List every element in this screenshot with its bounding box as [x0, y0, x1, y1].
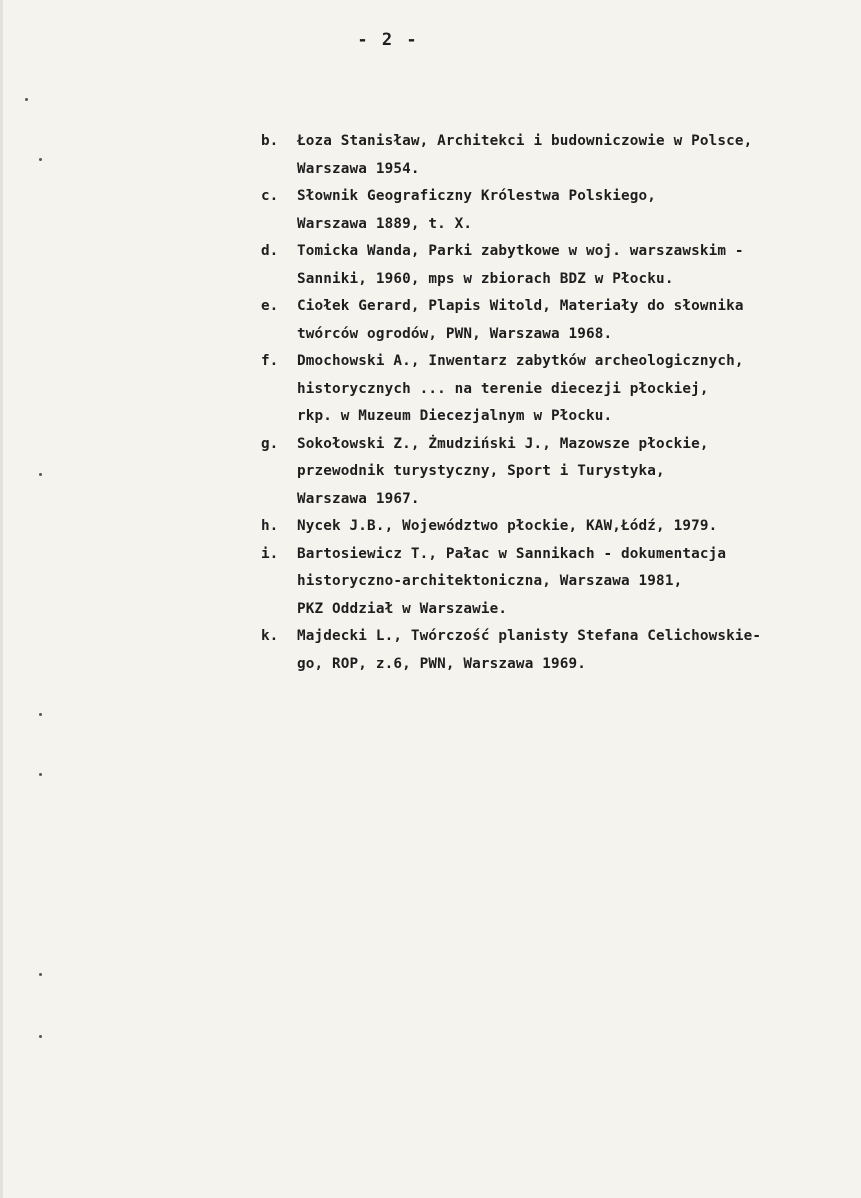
reference-line: Sanniki, 1960, mps w zbiorach BDZ w Płocku. — [297, 270, 674, 287]
reference-line: Słownik Geograficzny Królestwa Polskiego, — [297, 188, 657, 204]
reference-item — [261, 293, 861, 348]
reference-letter: k. — [261, 628, 279, 644]
reference-line: Dmochowski A., Inwentarz zabytków archeologicznych, — [297, 353, 744, 369]
reference-letter: c. — [261, 188, 279, 204]
margin-dot — [39, 973, 42, 976]
reference-line: go, ROP, z.6, PWN, Warszawa 1969. — [297, 655, 586, 672]
reference-list — [261, 128, 861, 678]
reference-item — [261, 541, 861, 624]
reference-item — [261, 513, 861, 541]
reference-line: Warszawa 1954. — [297, 160, 420, 177]
reference-line: Bartosiewicz T., Pałac w Sannikach - dokumentacja — [297, 545, 727, 562]
reference-letter: h. — [261, 518, 279, 534]
reference-letter: e. — [261, 298, 279, 314]
reference-line: Warszawa 1967. — [297, 490, 420, 507]
margin-dot — [39, 473, 42, 476]
page-number: - 2 - — [357, 30, 419, 50]
reference-letter: g. — [261, 435, 279, 452]
reference-line: Sokołowski Z., Żmudziński J., Mazowsze płockie, — [297, 435, 709, 452]
reference-line: Tomicka Wanda, Parki zabytkowe w woj. warszawskim - — [297, 243, 744, 259]
reference-item — [261, 348, 861, 431]
reference-item — [261, 431, 861, 514]
reference-line: rkp. w Muzeum Diecezjalnym w Płocku. — [297, 408, 613, 424]
reference-line: Ciołek Gerard, Plapis Witold, Materiały do słownika — [297, 298, 744, 314]
reference-line: Warszawa 1889, t. X. — [297, 215, 473, 232]
margin-dot — [39, 773, 42, 776]
margin-dot — [39, 713, 42, 716]
margin-dot — [39, 1035, 42, 1038]
margin-dot — [25, 98, 28, 101]
reference-letter: i. — [261, 545, 279, 562]
reference-item — [261, 238, 861, 293]
reference-line: Łoza Stanisław, Architekci i budowniczowie w Polsce, — [297, 133, 753, 149]
reference-line: PKZ Oddział w Warszawie. — [297, 600, 508, 617]
margin-dot — [39, 158, 42, 161]
reference-line: historycznych ... na terenie diecezji płockiej, — [297, 380, 709, 397]
reference-item — [261, 128, 861, 183]
reference-line: przewodnik turystyczny, Sport i Turystyka, — [297, 463, 665, 479]
reference-letter: f. — [261, 353, 279, 369]
reference-item — [261, 183, 861, 238]
reference-item — [261, 623, 861, 678]
reference-line: Nycek J.B., Województwo płockie, KAW,Łódź, 1979. — [297, 518, 718, 534]
reference-line: Majdecki L., Twórczość planisty Stefana Celichowskie- — [297, 628, 762, 644]
reference-line: historyczno-architektoniczna, Warszawa 1981, — [297, 573, 683, 589]
reference-line: twórców ogrodów, PWN, Warszawa 1968. — [297, 325, 613, 342]
reference-letter: b. — [261, 133, 279, 149]
reference-letter: d. — [261, 243, 279, 259]
